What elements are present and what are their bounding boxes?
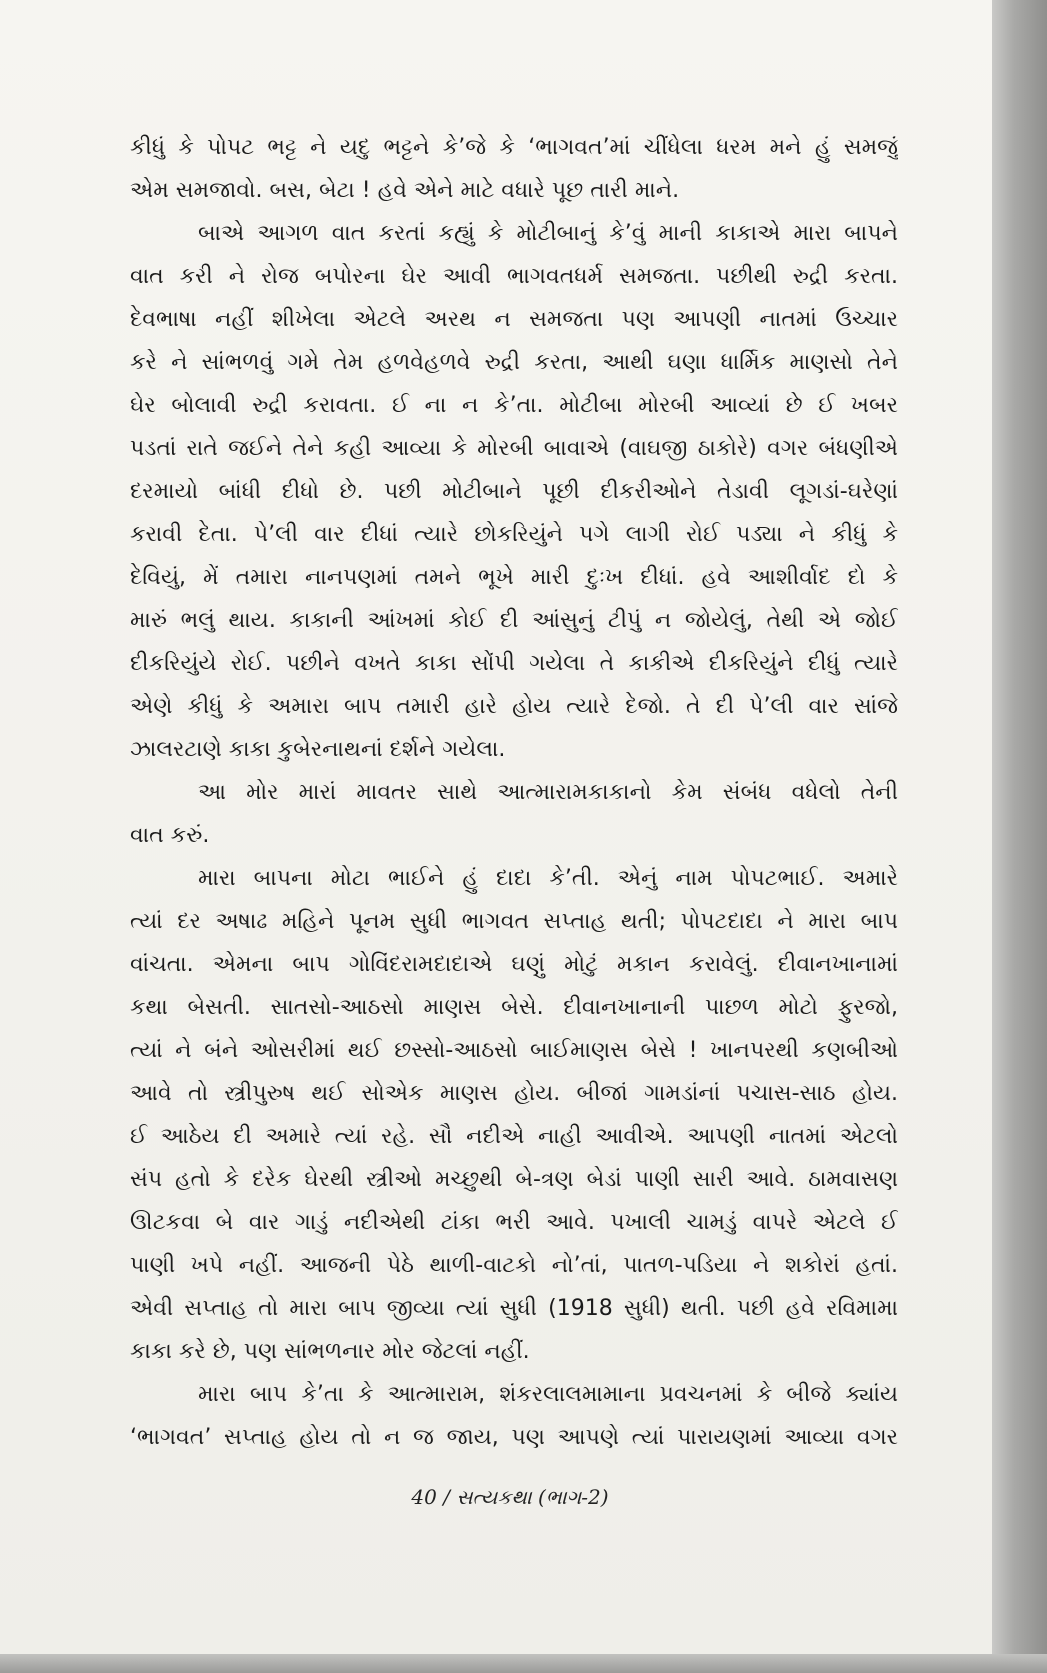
text-line: ઝાલરટાણે કાકા કુબેરનાથનાં દર્શને ગયેલા. (130, 737, 506, 762)
text-line: ‘ભાગવત’ સપ્તાહ હોય તો ન જ જાય, પણ આપણે ત્યાં પારાયણમાં આવ્યા વગર (130, 1425, 898, 1450)
paragraph (130, 771, 898, 857)
text-line: ત્યાં ને બંને ઓસરીમાં થઈ છસ્સો-આઠસો બાઈમાણસ બેસે ! ખાનપરથી કણબીઓ (130, 1038, 898, 1063)
text-line: કાકા કરે છે, પણ સાંભળનાર મોર જેટલાં નહીં. (130, 1339, 530, 1364)
text-line: એવી સપ્તાહ તો મારા બાપ જીવ્યા ત્યાં સુધી (1918 સુધી) થતી. પછી હવે રવિમામા (130, 1296, 898, 1321)
text-line: એમ સમજાવો. બસ, બેટા ! હવે એને માટે વધારે પૂછ તારી માને. (130, 178, 680, 203)
text-line: વાત કરી ને રોજ બપોરના ઘેર આવી ભાગવતધર્મ સમજતા. પછીથી રુદ્રી કરતા. (130, 264, 898, 289)
text-line: ઊટકવા બે વાર ગાડું નદીએથી ટાંકા ભરી આવે. પખાલી ચામડું વાપરે એટલે ઈ (130, 1210, 898, 1235)
text-line: દેવિયું, મેં તમારા નાનપણમાં તમને ભૂખે મારી દુઃખ દીધાં. હવે આશીર્વાદ દો કે (130, 565, 898, 590)
paragraph (130, 857, 898, 1373)
text-line: પાણી ખપે નહીં. આજની પેઠે થાળી-વાટકો નો’તાં, પાતળ-પડિયા ને શકોરાં હતાં. (130, 1253, 898, 1278)
text-line: વાત કરું. (130, 823, 210, 848)
paragraph (130, 212, 898, 771)
text-line: કરે ને સાંભળવું ગમે તેમ હળવેહળવે રુદ્રી કરતા, આથી ઘણા ધાર્મિક માણસો તેને (130, 350, 898, 375)
text-line: કથા બેસતી. સાતસો-આઠસો માણસ બેસે. દીવાનખાનાની પાછળ મોટો ફુરજો, (130, 995, 898, 1020)
text-line: સંપ હતો કે દરેક ઘેરથી સ્ત્રીઓ મચ્છુથી બે-ત્રણ બેડાં પાણી સારી આવે. ઠામવાસણ (130, 1167, 898, 1192)
text-line: પડતાં રાતે જઈને તેને કહી આવ્યા કે મોરબી બાવાએ (વાઘજી ઠાકોરે) વગર બંધણીએ (130, 436, 898, 461)
body-text (130, 126, 898, 1459)
text-line: એણે કીધું કે અમારા બાપ તમારી હારે હોય ત્યારે દેજો. તે દી પે’લી વાર સાંજે (130, 694, 898, 719)
text-line: દેવભાષા નહીં શીખેલા એટલે અરથ ન સમજતા પણ આપણી નાતમાં ઉચ્ચાર (130, 307, 898, 332)
text-line: આવે તો સ્ત્રીપુરુષ થઈ સોએક માણસ હોય. બીજાં ગામડાંનાં પચાસ-સાઠ હોય. (130, 1081, 898, 1106)
page-edge-shadow-bottom (0, 1654, 1047, 1673)
paragraph (130, 126, 898, 212)
text-line: દરમાયો બાંધી દીધો છે. પછી મોટીબાને પૂછી દીકરીઓને તેડાવી લૂગડાં-ઘરેણાં (130, 479, 898, 504)
paragraph (130, 1373, 898, 1459)
text-line: ઈ આઠેય દી અમારે ત્યાં રહે. સૌ નદીએ નાહી આવીએ. આપણી નાતમાં એટલો (130, 1124, 898, 1149)
text-line: મારું ભલું થાય. કાકાની આંખમાં કોઈ દી આંસુનું ટીપું ન જોયેલું, તેથી એ જોઈ (130, 608, 898, 633)
text-line: વાંચતા. એમના બાપ ગોવિંદરામદાદાએ ઘણું મોટું મકાન કરાવેલું. દીવાનખાનામાં (130, 952, 898, 977)
text-line: બાએ આગળ વાત કરતાં કહ્યું કે મોટીબાનું કે’વું માની કાકાએ મારા બાપને (198, 221, 898, 246)
text-line: કીધું કે પોપટ ભટ્ટ ને યદુ ભટ્ટને કે’જે કે ‘ભાગવત’માં ચીંધેલા ધરમ મને હું સમજું (130, 135, 898, 160)
text-line: મારા બાપ કે’તા કે આત્મારામ, શંકરલાલમામાના પ્રવચનમાં કે બીજે ક્યાંય (198, 1382, 898, 1407)
text-line: મારા બાપના મોટા ભાઈને હું દાદા કે’તી. એનું નામ પોપટભાઈ. અમારે (198, 866, 898, 891)
text-line: દીકરિયુંયે રોઈ. પછીને વખતે કાકા સોંપી ગયેલા તે કાકીએ દીકરિયુંને દીધું ત્યારે (130, 651, 898, 676)
page-edge-shadow-right (992, 0, 1047, 1673)
text-line: ત્યાં દર અષાઢ મહિને પૂનમ સુધી ભાગવત સપ્તાહ થતી; પોપટદાદા ને મારા બાપ (130, 909, 898, 934)
text-line: કરાવી દેતા. પે’લી વાર દીધાં ત્યારે છોકરિયુંને પગે લાગી રોઈ પડ્યા ને કીધું કે (130, 522, 898, 547)
page-footer-folio: 40 / સત્યકથા (ભાગ-2) (411, 1485, 609, 1509)
text-line: આ મોર મારાં માવતર સાથે આત્મારામકાકાનો કેમ સંબંધ વધેલો તેની (198, 780, 898, 805)
text-line: ઘેર બોલાવી રુદ્રી કરાવતા. ઈ ના ન કે’તા. મોટીબા મોરબી આવ્યાં છે ઈ ખબર (130, 393, 898, 418)
